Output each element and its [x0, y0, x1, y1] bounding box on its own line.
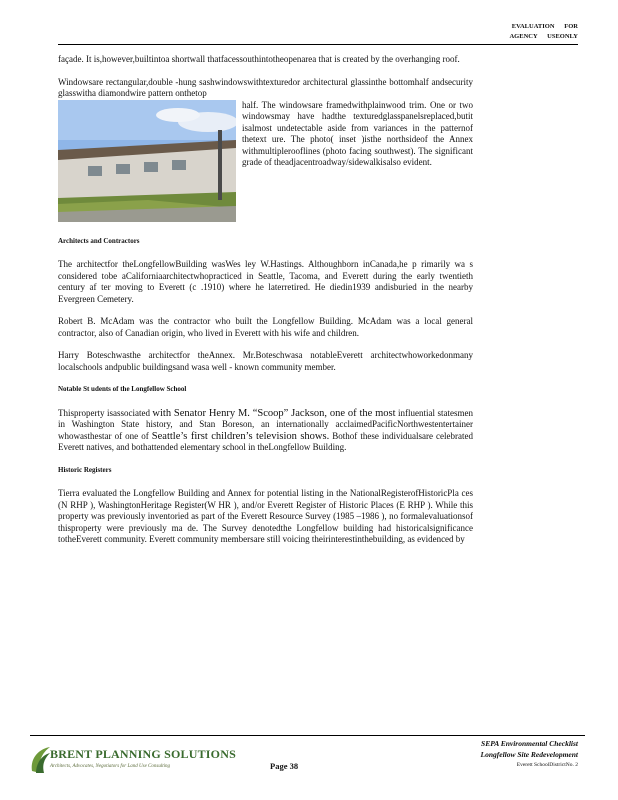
brent-planning-logo [28, 742, 236, 777]
logo-name: BRENT PLANNING SOLUTIONS [50, 747, 236, 761]
students-text-c: influential statesmen in Washington State history, and Stan Boreson, an internationally acclaimedPacificNorthwestentertainer whowasthestar of one of [58, 407, 473, 441]
header-line-1: EVALUATION FOR [511, 23, 578, 30]
students-text-d: Seattle’s first children’s television shows. [151, 430, 330, 442]
heading-architects-contractors: Architects and Contractors [58, 236, 140, 245]
heading-notable-students: Notable St udents of the Longfellow School [58, 385, 187, 393]
paragraph-notable-students [58, 408, 473, 454]
paragraph-windows-side: half. The windowsare framedwithplainwood trim. One or two windowsmay have hadthe texturedglasspanelsreplaced,butit isalmost undetectable aside from variances in the patternof thetext ure. The photo( inset )isthe northsideof the Annex withmultiplerooflines (photo facing southwest). The significant grade of theadjacentroadway/sidewalkisalso evident. [242, 99, 473, 167]
footer-document-info [398, 738, 578, 771]
page-number: Page 38 [270, 761, 299, 771]
students-text-a: Thisproperty isassociated [58, 407, 153, 418]
document-body [58, 54, 473, 557]
windows-photo-block [58, 100, 473, 222]
logo-mark-icon [28, 745, 52, 775]
paragraph-contractor: Robert B. McAdam was the contractor who built the Longfellow Building. McAdam was a local general contractor, also of Canadian origin, who lived in Everett with his wife and children. [58, 316, 473, 338]
header-line-2: AGENCY USEONLY [509, 33, 578, 40]
paragraph-facade: façade. It is,however,builtintoa shortwall thatfacessouthintotheopenarea that is created by the overhanging roof. [58, 54, 460, 64]
annex-photo [58, 100, 236, 222]
logo-tagline: Architects, Advocates, Negotiators for Land Use Consulting [50, 764, 170, 769]
evaluation-header [438, 22, 578, 42]
students-text-b: with Senator Henry M. “Scoop” Jackson, one of the most [152, 407, 396, 419]
paragraph-historic-registers: Tierra evaluated the Longfellow Building and Annex for potential listing in the NationalRegisterofHistoricPla ces (N RHP ), WashingtonHeritage Register(W HR ), and/or Everett Register of Historic Places (E RHP ). While this property was previously inventoried as part of the Everett Resource Survey (1985 –1986 ), no formalevaluationsof thisproperty were previously ma de. The Survey denotedthe Longfellow building had historicalsignificance totheEverett community. Everett community membersare still voicing theirinterestinthebuilding, as evidenced by [58, 488, 473, 544]
header-divider [58, 44, 578, 45]
footer-title-line-2: Longfellow Site Redevelopment [480, 750, 578, 759]
paragraph-annex-architect: Harry Boteschwasthe architectfor theAnnex. Mr.Boteschwasa notableEverett architectwhoworkedonmany localschools andpublic buildingsand wasa well - known community member. [58, 350, 473, 372]
paragraph-windows-intro: Windowsare rectangular,double -hung sashwindowswithtexturedor architectural glassinthe bottomhalf andsecurity glasswitha diamondwire pattern onthetop [58, 76, 473, 98]
footer-divider [30, 735, 585, 736]
students-text-e: Bothof these individualsare celebrated Everett natives, and bothattended elementary school in theLongfellow Building. [58, 430, 473, 452]
paragraph-architect: The architectfor theLongfellowBuilding wasWes ley W.Hastings. Althoughborn inCanada,he p rimarily wa s considered tobe aCaliforniaarchitectwhopracticed in Seattle, Tacoma, and Everett during the early twentieth century af ter moving to Everett (c .1910) where he laterretired. He diedin1939 andisburied in the nearby Evergreen Cemetery. [58, 259, 473, 304]
footer-district-line: Everett SchoolDistrictNo. 2 [516, 762, 578, 768]
heading-historic-registers: Historic Registers [58, 465, 112, 474]
footer-title-line-1: SEPA Environmental Checklist [481, 739, 578, 748]
annex-photo-image [58, 100, 236, 222]
